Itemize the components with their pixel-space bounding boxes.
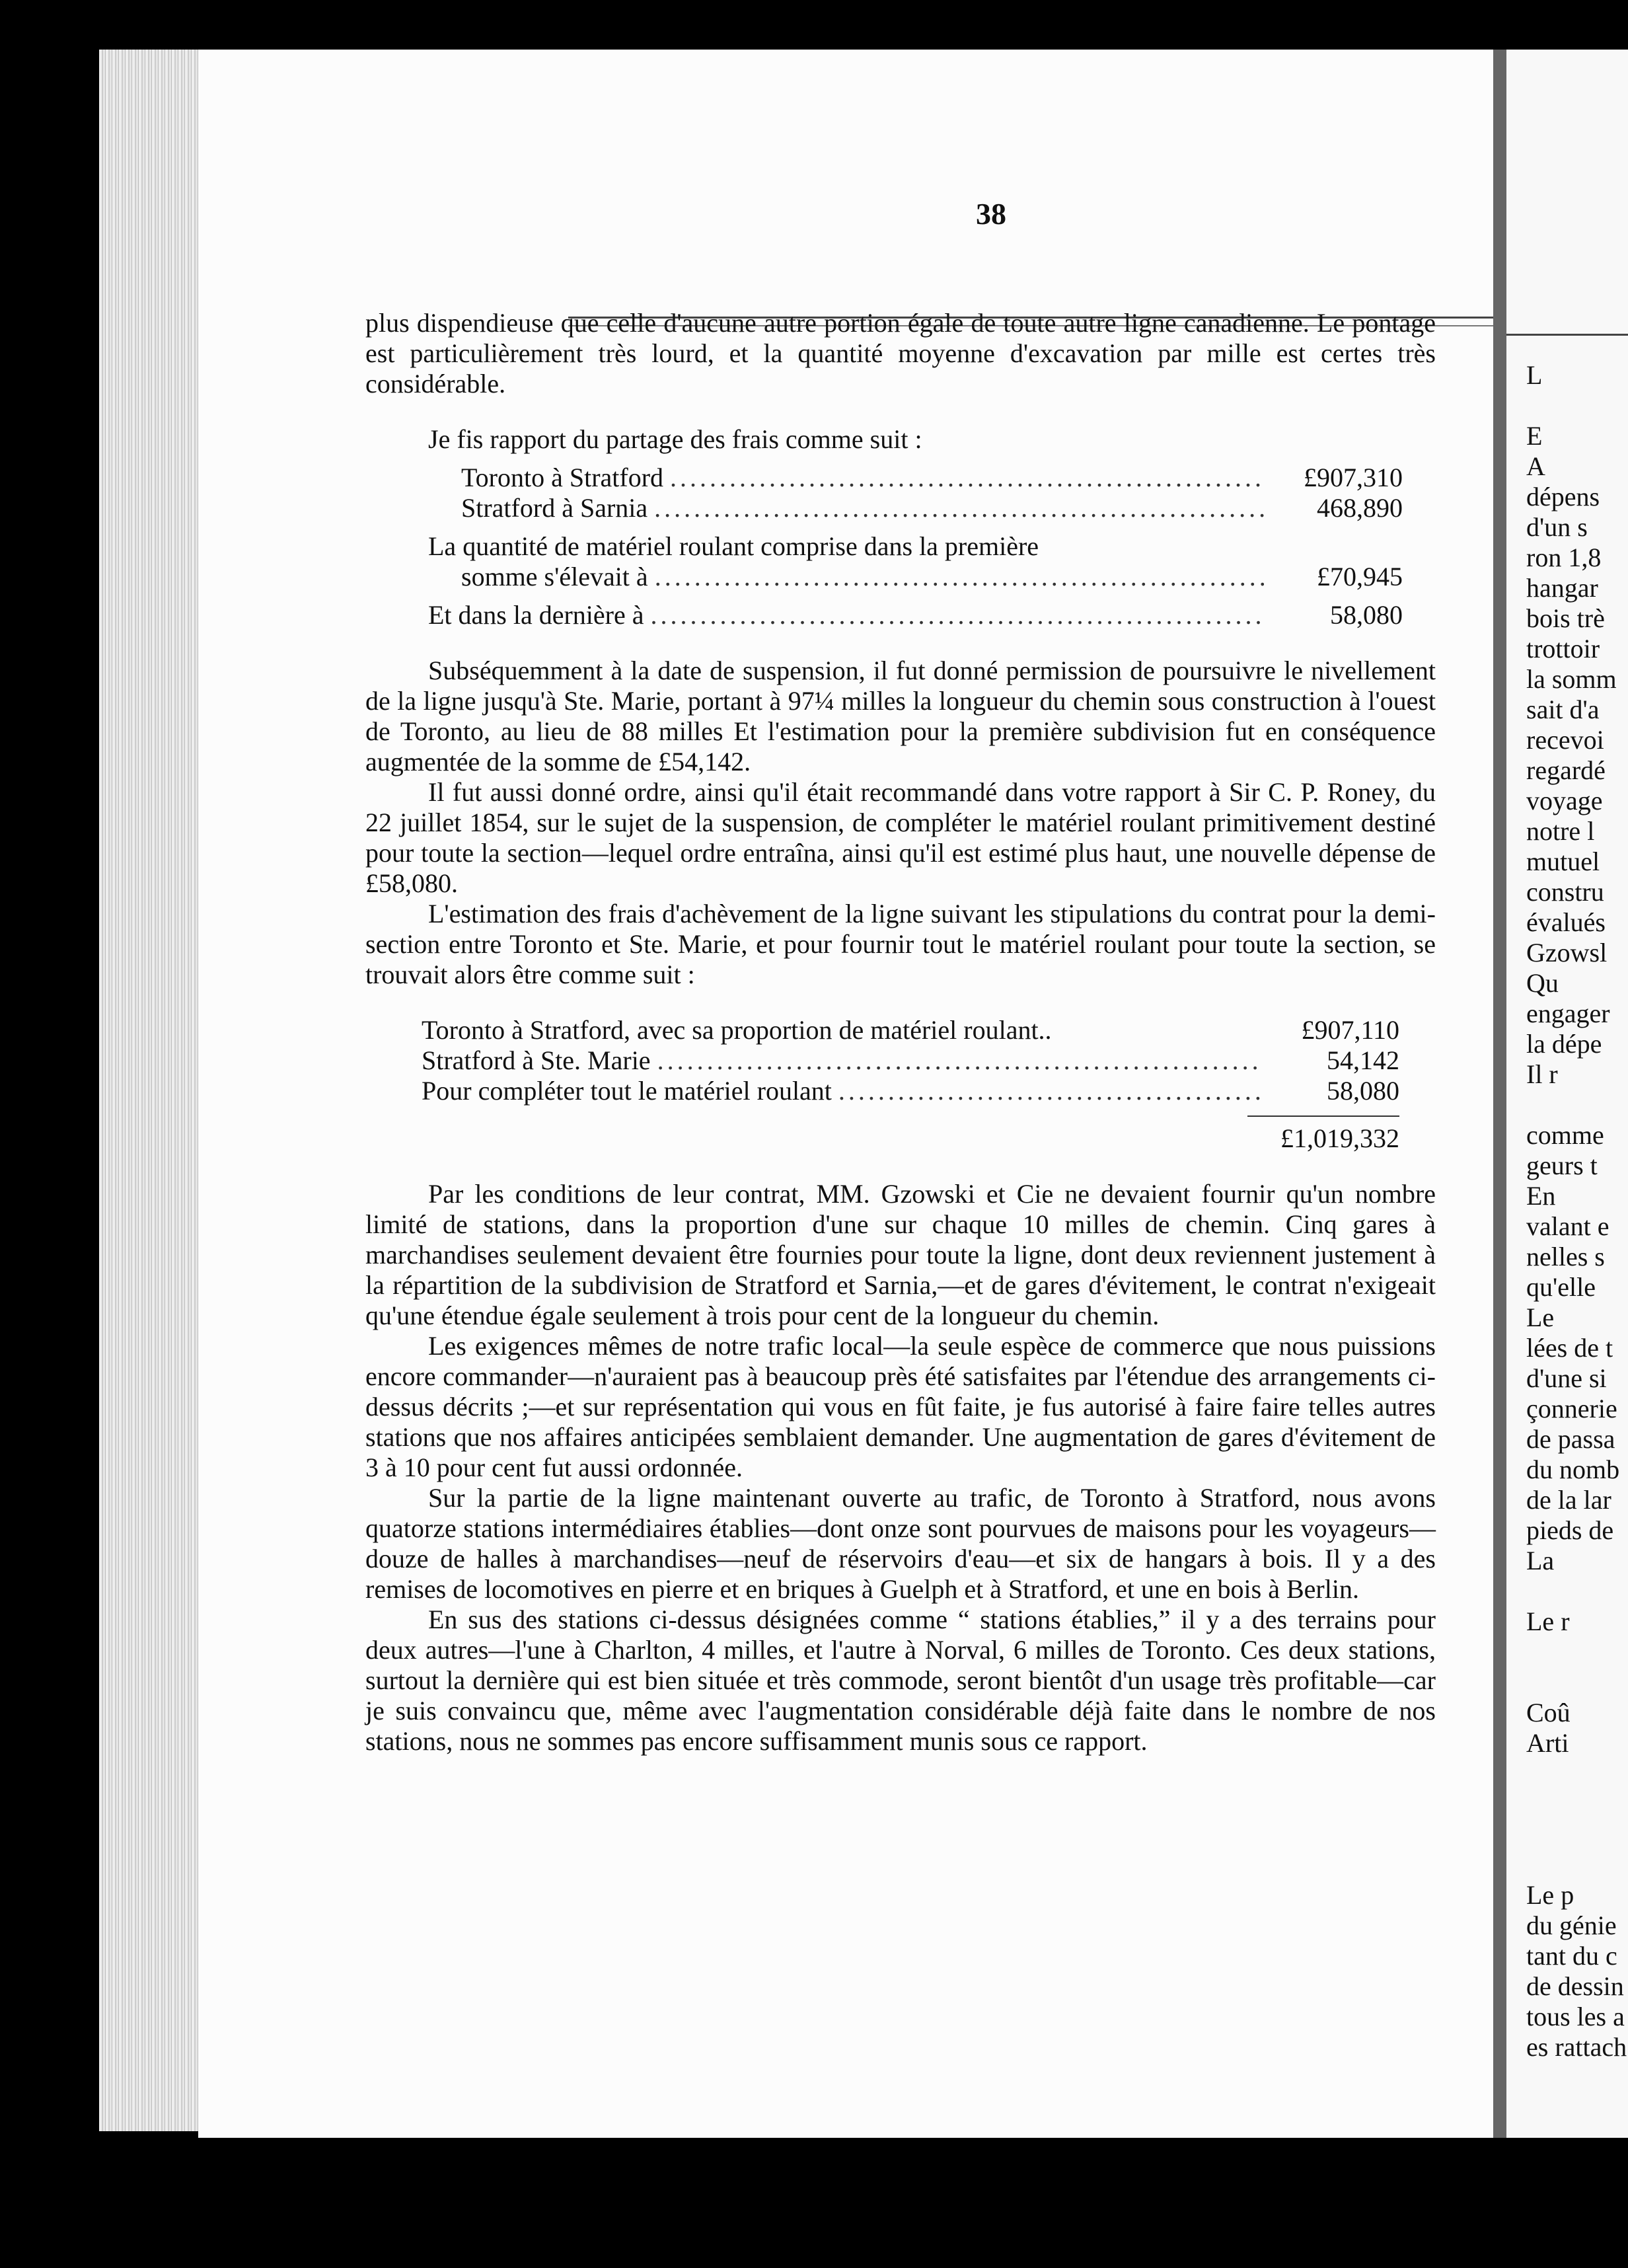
paragraph-7: Les exigences mêmes de notre trafic local—la seule espèce de commerce que nous puissions encore commander—n'auraient pas à beaucoup près été satisfaites par l'étendue des arrangements ci-dessus décrits ;—et sur représentation qui vous en fût faite, je fus autorisé à faire faire telles autres stations que nos affaires anticipées semblaient demander. Une augmentation de gares d'évitement de 3 à 10 pour cent fut aussi ordonnée. [365, 1331, 1436, 1482]
total-amount: £1,019,332 [1247, 1115, 1399, 1154]
right-page-fragment [1506, 50, 1628, 2138]
ledger-amount: £907,110 [1301, 1015, 1399, 1045]
right-page-line: qu'elle [1526, 1272, 1596, 1302]
ledger-amount: £907,310 [1304, 463, 1403, 492]
right-page-line: du nomb [1526, 1455, 1620, 1484]
right-page-line: En [1526, 1181, 1556, 1211]
ledger-label: somme s'élevait à [461, 562, 648, 591]
paragraph-4: Il fut aussi donné ordre, ainsi qu'il était recommandé dans votre rapport à Sir C. P. Roney, du 22 juillet 1854, sur le sujet de la suspension, de compléter le matériel roulant primitivement destiné pour toute la section—lequel ordre entraîna, ainsi qu'il est estimé plus haut, une nouvelle dépense de £58,080. [365, 777, 1436, 898]
right-page-line: comme [1526, 1120, 1604, 1150]
right-page-line: nelles s [1526, 1242, 1605, 1271]
right-page-line: engager [1526, 999, 1610, 1028]
dot-leader [657, 1045, 1261, 1076]
right-page-line: ron 1,8 [1526, 543, 1602, 572]
ledger-amount: 54,142 [1327, 1045, 1399, 1075]
right-page-line: es rattach [1526, 2032, 1627, 2062]
right-page-line [1526, 1667, 1628, 1698]
right-page-line: la dépe [1526, 1029, 1602, 1059]
dot-leader [654, 493, 1264, 523]
right-page-line: Arti [1526, 1728, 1569, 1758]
ledger-row [365, 493, 1436, 523]
right-page-line: de passa [1526, 1424, 1615, 1454]
ledger-amount: 58,080 [1327, 1076, 1399, 1106]
ledger-amount: £70,945 [1317, 562, 1403, 591]
right-page-line: la somm [1526, 664, 1617, 694]
ledger-label: Stratford à Sarnia [461, 493, 648, 523]
ledger-amount: 468,890 [1317, 493, 1403, 523]
right-page-line: regardé [1526, 755, 1606, 785]
right-page-line [1526, 1576, 1628, 1606]
rolling-stock-line: La quantité de matériel roulant comprise dans la première [428, 531, 1039, 561]
ledger-label: Et dans la dernière à [428, 600, 644, 630]
right-page-line: La [1526, 1546, 1555, 1575]
right-page-line: lées de t [1526, 1333, 1613, 1363]
right-page-line: tant du c [1526, 1941, 1617, 1971]
right-page-line [1526, 1637, 1628, 1667]
ledger-label: Pour compléter tout le matériel roulant [422, 1076, 832, 1106]
estimate-ledger [365, 1015, 1436, 1154]
right-page-line: Le [1526, 1303, 1555, 1332]
right-page-line: recevoi [1526, 725, 1604, 755]
right-page-line: du génie [1526, 1910, 1617, 1940]
right-page-line: de dessin [1526, 1971, 1624, 2001]
ledger-label: Stratford à Ste. Marie [422, 1045, 651, 1075]
right-page-line: constru [1526, 877, 1604, 907]
right-page-line: sait d'a [1526, 695, 1600, 724]
right-page-line: tous les a [1526, 2002, 1625, 2031]
ledger-amount: 58,080 [1330, 600, 1403, 630]
right-page-line [1526, 1090, 1628, 1120]
right-page-line: valant e [1526, 1211, 1610, 1241]
right-page-line: Le p [1526, 1880, 1574, 1910]
ledger-row [365, 1076, 1436, 1106]
right-page-line [1526, 1819, 1628, 1850]
right-page-line: Gzowsl [1526, 938, 1608, 967]
right-page-line: dépens [1526, 482, 1600, 511]
right-page-line: pieds de [1526, 1515, 1614, 1545]
dot-leader [838, 1076, 1261, 1106]
right-page-line: mutuel [1526, 847, 1600, 876]
paragraph-6: Par les conditions de leur contrat, MM. Gzowski et Cie ne devaient fournir qu'un nombre limité de stations, dans la proportion d'une sur chaque 10 milles de chemin. Cinq gares à marchandises seulement devaient être fournies pour toute la ligne, dont deux reviennent justement à la répartition de la subdivision de Stratford et Sarnia,—et de gares d'évitement, le contrat n'exigeait qu'une étendue égale seulement à trois pour cent de la longueur du chemin. [365, 1179, 1436, 1330]
dot-leader [651, 600, 1264, 630]
right-page-line [1526, 1758, 1628, 1789]
right-page-line: hangar [1526, 573, 1598, 603]
right-page-line: d'une si [1526, 1363, 1607, 1393]
right-page-line: E [1526, 421, 1543, 451]
right-page-line: Le r [1526, 1606, 1570, 1636]
right-page-line: Il r [1526, 1059, 1558, 1089]
ledger-row [365, 1045, 1436, 1076]
ledger-label: Toronto à Stratford, avec sa proportion de matériel roulant.. [422, 1015, 1052, 1045]
right-page-line: L [1526, 360, 1543, 390]
right-page-line [1526, 1850, 1628, 1880]
right-page-line: Qu [1526, 968, 1559, 998]
right-page-text [1526, 360, 1628, 2062]
right-page-line: A [1526, 451, 1545, 481]
paragraph-2: Je fis rapport du partage des frais comme suit : [428, 424, 922, 454]
right-page-line: notre l [1526, 816, 1595, 846]
page-gutter [1493, 50, 1506, 2138]
right-page-line: voyage [1526, 786, 1603, 815]
page-number: 38 [976, 197, 1006, 231]
last-row [365, 600, 1436, 630]
right-page-line: çonnerie [1526, 1394, 1617, 1423]
right-page-line [1526, 1789, 1628, 1819]
right-page-line: Coû [1526, 1698, 1571, 1727]
right-page-line: bois trè [1526, 603, 1605, 633]
ledger-label: Toronto à Stratford [461, 463, 664, 492]
dot-leader [670, 463, 1264, 493]
paragraph-5: L'estimation des frais d'achèvement de la ligne suivant les stipulations du contrat pour la demi-section entre Toronto et Ste. Marie, et pour fournir tout le matériel roulant pour toute la section, se trouvait alors être comme suit : [365, 899, 1436, 989]
right-page-line: évalués [1526, 907, 1606, 937]
right-page-line: d'un s [1526, 512, 1588, 542]
total-row [365, 1115, 1436, 1154]
dot-leader [655, 562, 1264, 592]
paragraph-1: plus dispendieuse que celle d'aucune autre portion égale de toute autre ligne canadienne. Le pontage est particulièrement très lourd, et la quantité moyenne d'excavation par mille est certes très considérable. [365, 308, 1436, 398]
right-header-rule [1506, 334, 1628, 340]
page-body [365, 308, 1436, 1757]
right-page-line: de la lar [1526, 1485, 1611, 1515]
right-page-line [1526, 391, 1628, 421]
paragraph-3: Subséquemment à la date de suspension, il fut donné permission de poursuivre le nivellement de la ligne jusqu'à Ste. Marie, portant à 97¼ milles la longueur du chemin sous construction à l'ouest de Toronto, au lieu de 88 milles Et l'estimation pour la première subdivision fut en conséquence augmentée de la somme de £54,142. [365, 656, 1436, 776]
right-page-line: trottoir [1526, 634, 1600, 663]
paragraph-9: En sus des stations ci-dessus désignées comme “ stations établies,” il y a des terrains pour deux autres—l'une à Charlton, 4 milles, et l'autre à Norval, 6 milles de Toronto. Ces deux stations, surtout la dernière qui est bien située et très commode, seront bientôt d'un usage très profitable—car je suis convaincu que, même avec l'augmentation considérable déjà faite dans le nombre de nos stations, nous ne sommes pas encore suffisamment munis sous ce rapport. [365, 1605, 1436, 1756]
ledger-row [365, 463, 1436, 493]
rolling-stock-row [365, 562, 1436, 592]
ledger-row [365, 1015, 1436, 1045]
cost-split-ledger [365, 463, 1436, 523]
paragraph-8: Sur la partie de la ligne maintenant ouverte au trafic, de Toronto à Stratford, nous avons quatorze stations intermédiaires établies—dont onze sont pourvues de maisons pour les voyageurs—douze de halles à marchandises—neuf de réservoirs d'eau—et six de hangars à bois. Il y a des remises de locomotives en pierre et en briques à Guelph et à Stratford, et une en bois à Berlin. [365, 1483, 1436, 1604]
right-page-line: geurs t [1526, 1151, 1598, 1180]
